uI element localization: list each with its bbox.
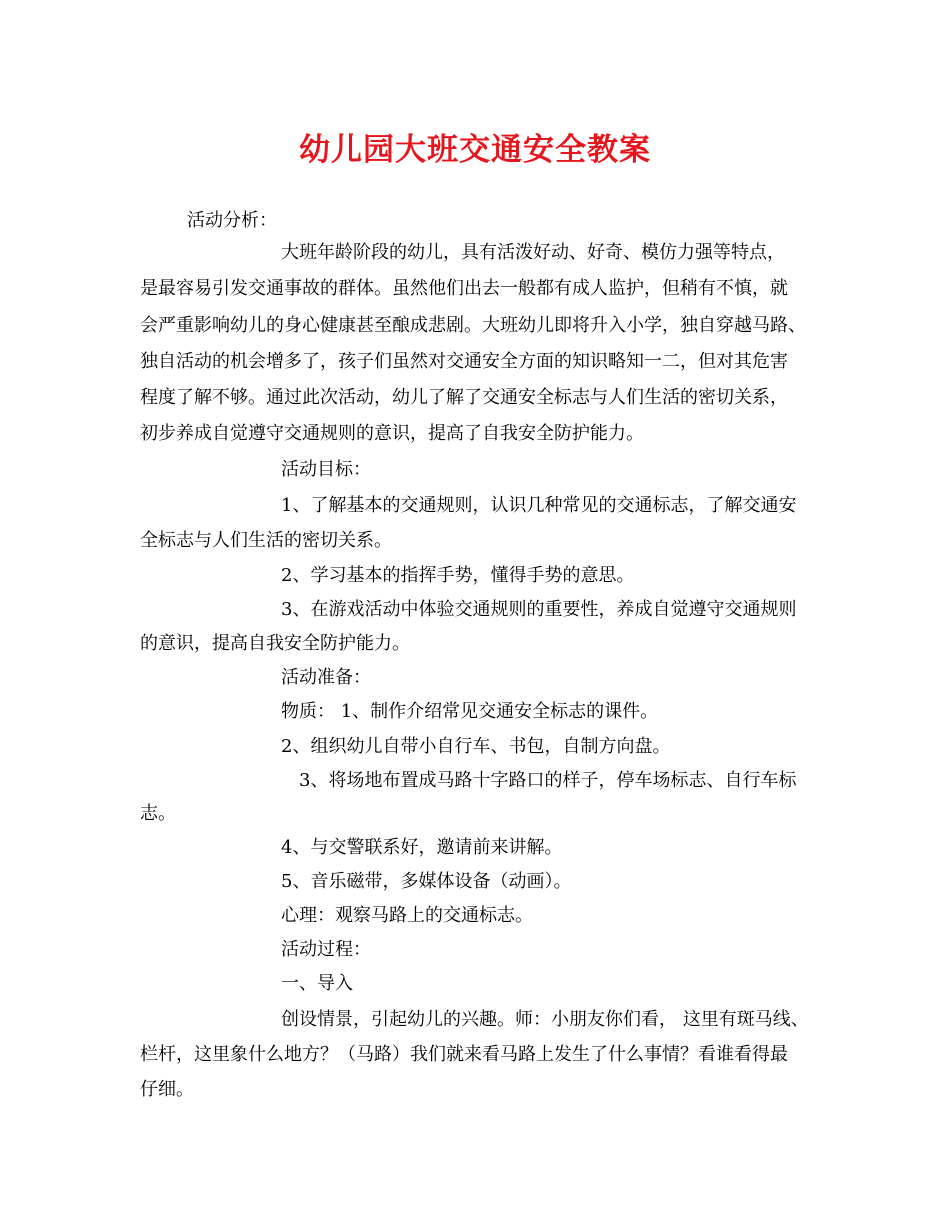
- text-line: 活动分析：: [187, 210, 277, 231]
- text-line: 仔细。: [140, 1079, 194, 1100]
- text-line: 会严重影响幼儿的身心健康甚至酿成悲剧。大班幼儿即将升入小学，独自穿越马路、: [140, 315, 806, 336]
- text-line: 4、与交警联系好，邀请前来讲解。: [281, 837, 563, 858]
- text-line: 全标志与人们生活的密切关系。: [140, 530, 392, 551]
- text-line: 独自活动的机会增多了，孩子们虽然对交通安全方面的知识略知一二，但对其危害: [140, 351, 788, 372]
- text-line: 是最容易引发交通事故的群体。虽然他们出去一般都有成人监护，但稍有不慎，就: [140, 278, 788, 299]
- text-line: 初步养成自觉遵守交通规则的意识，提高了自我安全防护能力。: [140, 423, 644, 444]
- text-line: 1、了解基本的交通规则，认识几种常见的交通标志，了解交通安: [281, 495, 797, 516]
- text-line: 志。: [140, 803, 176, 824]
- text-line: 2、学习基本的指挥手势，懂得手势的意思。: [281, 565, 635, 586]
- text-line: 活动过程：: [281, 939, 371, 960]
- text-line: 3、在游戏活动中体验交通规则的重要性，养成自觉遵守交通规则: [281, 599, 797, 620]
- text-line: 活动准备：: [281, 667, 371, 688]
- text-line: 创设情景，引起幼儿的兴趣。师：小朋友你们看， 这里有斑马线、: [281, 1009, 809, 1030]
- text-line: 物质： 1、制作介绍常见交通安全标志的课件。: [281, 701, 659, 722]
- text-line: 心理：观察马路上的交通标志。: [281, 905, 533, 926]
- text-line: 的意识，提高自我安全防护能力。: [140, 633, 410, 654]
- text-line: 3、将场地布置成马路十字路口的样子，停车场标志、自行车标: [299, 770, 797, 791]
- text-line: 程度了解不够。通过此次活动，幼儿了解了交通安全标志与人们生活的密切关系，: [140, 387, 788, 408]
- text-line: 5、音乐磁带，多媒体设备（动画）。: [281, 871, 572, 892]
- text-line: 活动目标：: [281, 459, 371, 480]
- text-line: 一、导入: [281, 973, 353, 994]
- text-line: 栏杆，这里象什么地方？（马路）我们就来看马路上发生了什么事情？看谁看得最: [140, 1044, 788, 1065]
- document-title: 幼儿园大班交通安全教案: [299, 132, 651, 168]
- text-line: 大班年龄阶段的幼儿，具有活泼好动、好奇、模仿力强等特点，: [281, 242, 785, 263]
- text-line: 2、组织幼儿自带小自行车、书包，自制方向盘。: [281, 736, 671, 757]
